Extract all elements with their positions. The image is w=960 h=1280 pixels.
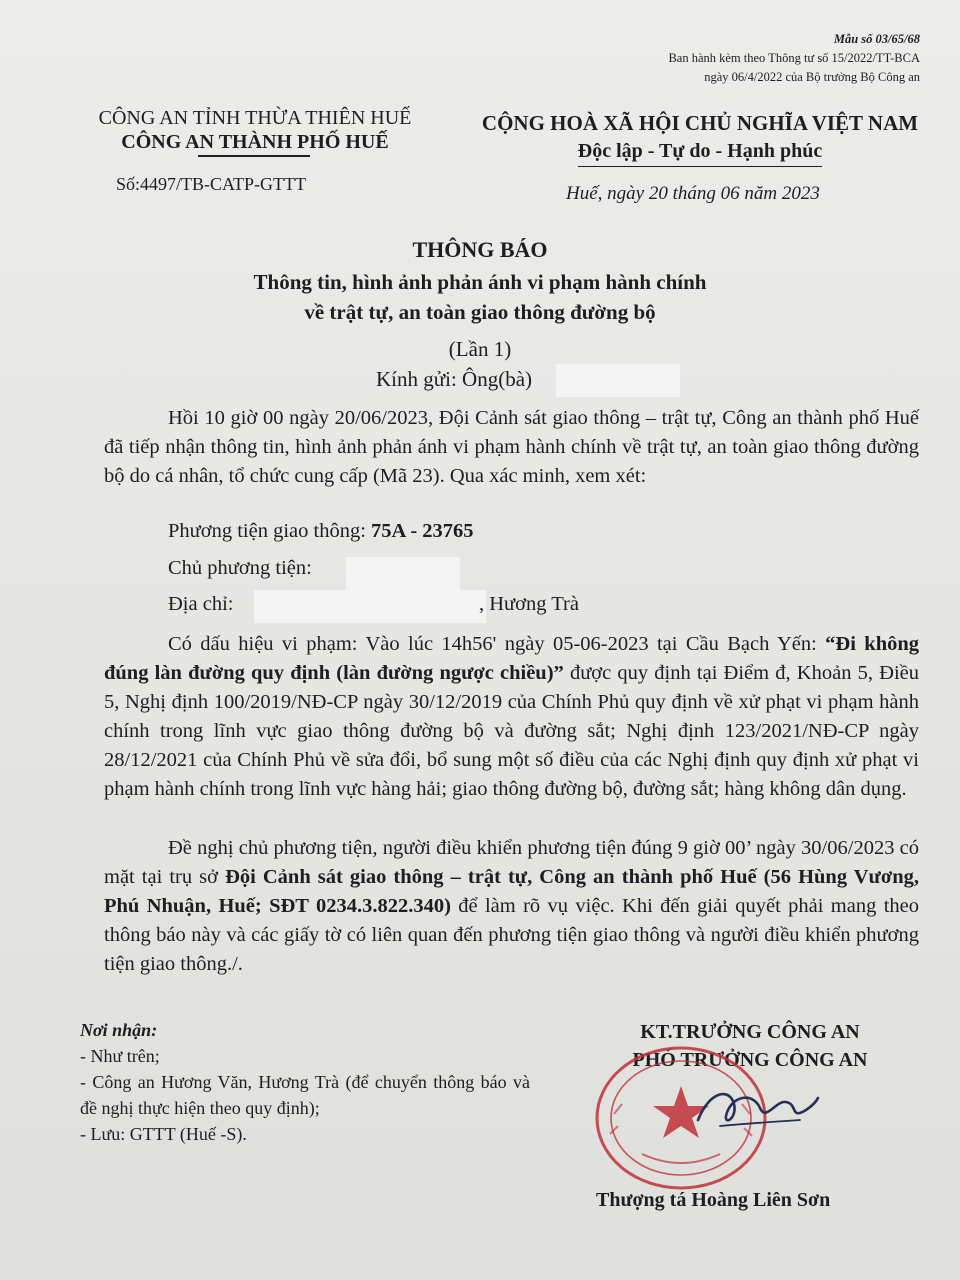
- recipient-item: - Công an Hương Văn, Hương Trà (để chuyển thông báo và đề nghị thực hiện theo quy định);: [80, 1072, 530, 1118]
- nation-name: CỘNG HOÀ XÃ HỘI CHỦ NGHĨA VIỆT NAM: [481, 111, 919, 135]
- agency-parent: CÔNG AN TỈNH THỪA THIÊN HUẾ: [98, 107, 412, 129]
- recipient-redaction: [556, 364, 680, 397]
- agency-underline: [198, 155, 310, 157]
- paragraph-violation: [104, 630, 919, 804]
- owner-label: Chủ phương tiện:: [168, 557, 312, 579]
- document-title: THÔNG BÁO: [412, 237, 548, 262]
- form-info: [668, 30, 920, 87]
- nation-header: [460, 110, 940, 167]
- attempt-number: (Lần 1): [448, 337, 512, 361]
- document-date: Huế, ngày 20 tháng 06 năm 2023: [566, 183, 820, 204]
- vehicle-plate: 75A - 23765: [371, 520, 474, 542]
- vehicle-field: [168, 520, 474, 543]
- recipient-item: - Lưu: GTTT (Huế -S).: [80, 1124, 247, 1144]
- signature-title-1: KT.TRƯỞNG CÔNG AN: [640, 1021, 860, 1043]
- address-label: Địa chỉ:: [168, 593, 234, 615]
- violation-description: “Đi không đúng làn đường quy định (làn đường ngược chiều)”: [104, 633, 919, 684]
- document-subtitle-1: Thông tin, hình ảnh phản ánh vi phạm hành chính: [253, 270, 707, 294]
- request-intro: Đề nghị chủ phương tiện, người điều khiển phương tiện đúng 9 giờ 00’ ngày 30/06/2023 có mặt tại trụ sở: [104, 837, 919, 888]
- form-code: Mẫu số 03/65/68: [833, 32, 920, 46]
- agency-header: [70, 106, 440, 154]
- paragraph-intro: Hồi 10 giờ 00 ngày 20/06/2023, Đội Cảnh sát giao thông – trật tự, Công an thành phố Huế đã tiếp nhận thông tin, hình ảnh phản ánh vi phạm hành chính về trật tự, an toàn giao thông đường bộ do cá nhân, tổ chức cung cấp (Mã 23). Qua xác minh, xem xét:: [104, 407, 919, 487]
- recipients-block: [80, 1017, 530, 1147]
- recipient-item: - Như trên;: [80, 1046, 160, 1066]
- signer-name: Thượng tá Hoàng Liên Sơn: [596, 1189, 831, 1211]
- agency-name: CÔNG AN THÀNH PHỐ HUẾ: [121, 131, 389, 153]
- form-issued-line-1: Ban hành kèm theo Thông tư số 15/2022/TT-BCA: [668, 51, 920, 65]
- document-subtitle-2: về trật tự, an toàn giao thông đường bộ: [304, 300, 656, 324]
- request-place: Đội Cảnh sát giao thông – trật tự, Công an thành phố Huế (56 Hùng Vương, Phú Nhuận, Huế; SĐT 0234.3.822.340): [104, 866, 919, 917]
- paragraph-request: [104, 834, 919, 979]
- request-rest: để làm rõ vụ việc. Khi đến giải quyết phải mang theo thông báo này và các giấy tờ có liên quan đến phương tiện giao thông và người điều khiển phương tiện giao thông./.: [104, 895, 919, 975]
- recipient-label: Kính gửi: Ông(bà): [376, 367, 533, 391]
- signature-title-2: PHÓ TRƯỞNG CÔNG AN: [632, 1049, 868, 1071]
- vehicle-label: Phương tiện giao thông:: [168, 520, 372, 542]
- handwritten-signature: [690, 1080, 820, 1140]
- owner-field: [168, 557, 312, 580]
- address-field: [168, 593, 233, 616]
- violation-intro: Có dấu hiệu vi phạm: Vào lúc 14h56' ngày 05-06-2023 tại Cầu Bạch Yến:: [168, 633, 826, 655]
- nation-motto: Độc lập - Tự do - Hạnh phúc: [578, 138, 822, 167]
- address-suffix: , Hương Trà: [479, 593, 579, 615]
- document-number: Số:4497/TB-CATP-GTTT: [116, 174, 307, 194]
- owner-redaction: [346, 557, 460, 590]
- recipients-heading: Nơi nhận:: [80, 1020, 158, 1040]
- form-issued-line-2: ngày 06/4/2022 của Bộ trưởng Bộ Công an: [704, 70, 920, 84]
- address-redaction: [254, 590, 486, 623]
- violation-legal-basis: được quy định tại Điểm đ, Khoản 5, Điều 5, Nghị định 100/2019/NĐ-CP ngày 30/12/2019 của Chính Phủ quy định về xử phạt vi phạm hành chính trong lĩnh vực giao thông đường bộ và đường sắt; Nghị định 123/2021/NĐ-CP ngày 28/12/2021 của Chính Phủ về sửa đổi, bổ sung một số điều của các Nghị định quy định xử phạt vi phạm hành chính trong lĩnh vực hàng hải; giao thông đường bộ, đường sắt; hàng không dân dụng.: [104, 662, 919, 800]
